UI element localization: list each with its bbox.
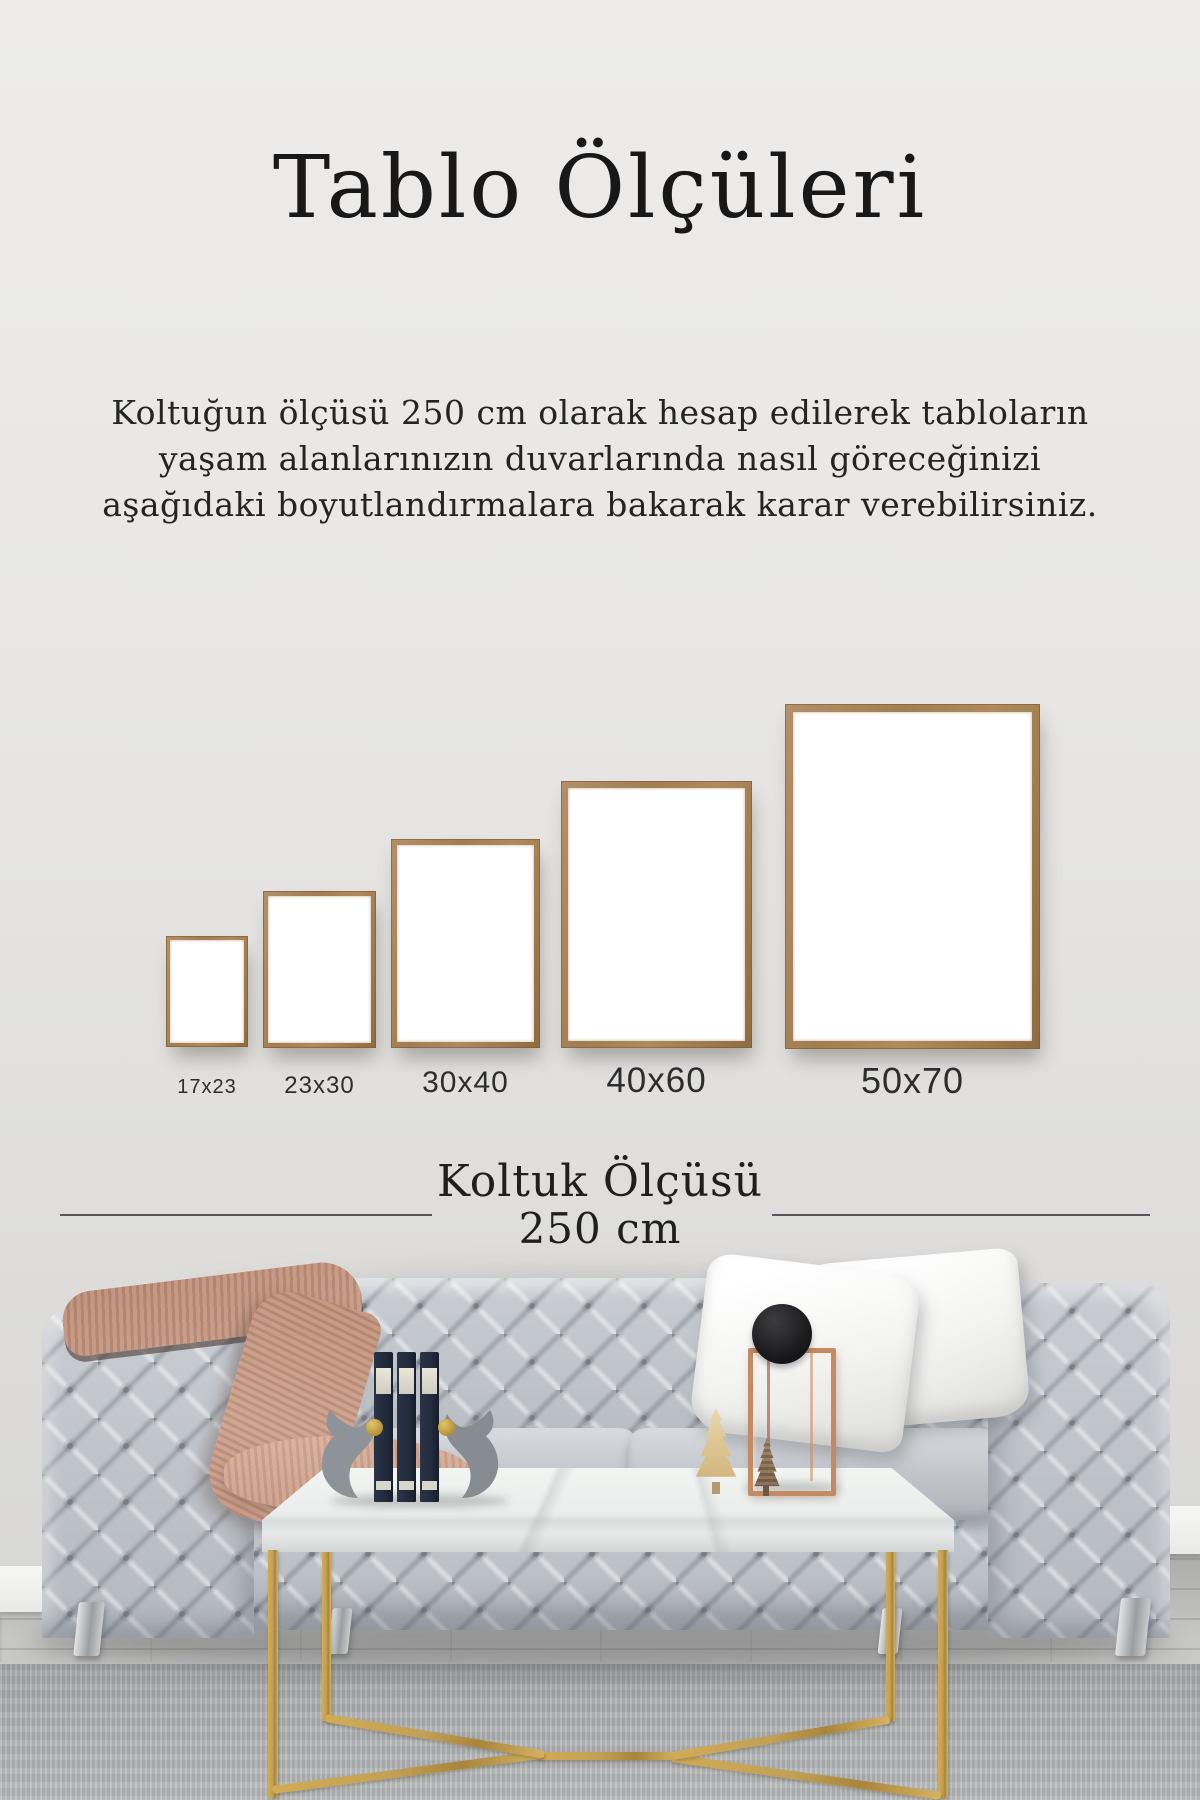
black-sphere-decor <box>752 1304 812 1364</box>
bookend-gold-ball-left <box>366 1419 383 1436</box>
table-leg-front-left <box>268 1550 278 1798</box>
book-stack <box>374 1352 439 1502</box>
frame-30x40 <box>391 839 540 1048</box>
sofa-measure-value: 250 cm <box>518 1204 682 1253</box>
table-leg-back-right <box>886 1546 895 1721</box>
frame-label-17x23: 17x23 <box>177 1076 237 1098</box>
frame-17x23-canvas <box>170 940 244 1043</box>
table-leg-front-right <box>938 1550 948 1798</box>
frame-50x70-canvas <box>793 712 1032 1041</box>
intro-line-2: yaşam alanlarınızın duvarlarında nasıl göreceğinizi <box>158 439 1042 478</box>
frame-40x60 <box>561 781 752 1048</box>
frame-label-40x60: 40x60 <box>606 1061 707 1100</box>
copper-lantern-frame <box>767 1351 813 1481</box>
measure-rule-right <box>772 1214 1150 1216</box>
frame-30x40-canvas <box>397 845 534 1042</box>
frame-23x30-canvas <box>268 896 371 1043</box>
book-spine <box>420 1352 439 1502</box>
table-brace-center <box>536 1752 678 1760</box>
intro-line-1: Koltuğun ölçüsü 250 cm olarak hesap edilerek tabloların <box>111 393 1089 432</box>
frame-17x23 <box>166 936 248 1047</box>
table-leg-back-left <box>322 1546 331 1721</box>
frame-label-23x30: 23x30 <box>284 1072 355 1099</box>
frame-50x70 <box>785 704 1040 1049</box>
sofa-leg <box>1115 1598 1151 1656</box>
book-spine <box>397 1352 416 1502</box>
page-title: Tablo Ölçüleri <box>272 138 928 238</box>
sofa-measure-title: Koltuk Ölçüsü <box>437 1156 763 1207</box>
bookend-gold-ball-right <box>438 1419 455 1436</box>
frame-23x30 <box>263 891 376 1048</box>
baseboard-left <box>0 1566 42 1612</box>
rug <box>0 1662 1200 1800</box>
frame-40x60-canvas <box>568 788 745 1041</box>
measure-rule-left <box>60 1214 432 1216</box>
frame-label-30x40: 30x40 <box>422 1066 509 1099</box>
intro-paragraph <box>0 390 1200 528</box>
frame-label-50x70: 50x70 <box>860 1060 965 1101</box>
intro-line-3: aşağıdaki boyutlandırmalara bakarak karar verebilirsiniz. <box>102 485 1098 524</box>
wooden-tree-trunk-light <box>712 1482 720 1494</box>
wooden-tree-trunk-dark <box>763 1486 769 1496</box>
